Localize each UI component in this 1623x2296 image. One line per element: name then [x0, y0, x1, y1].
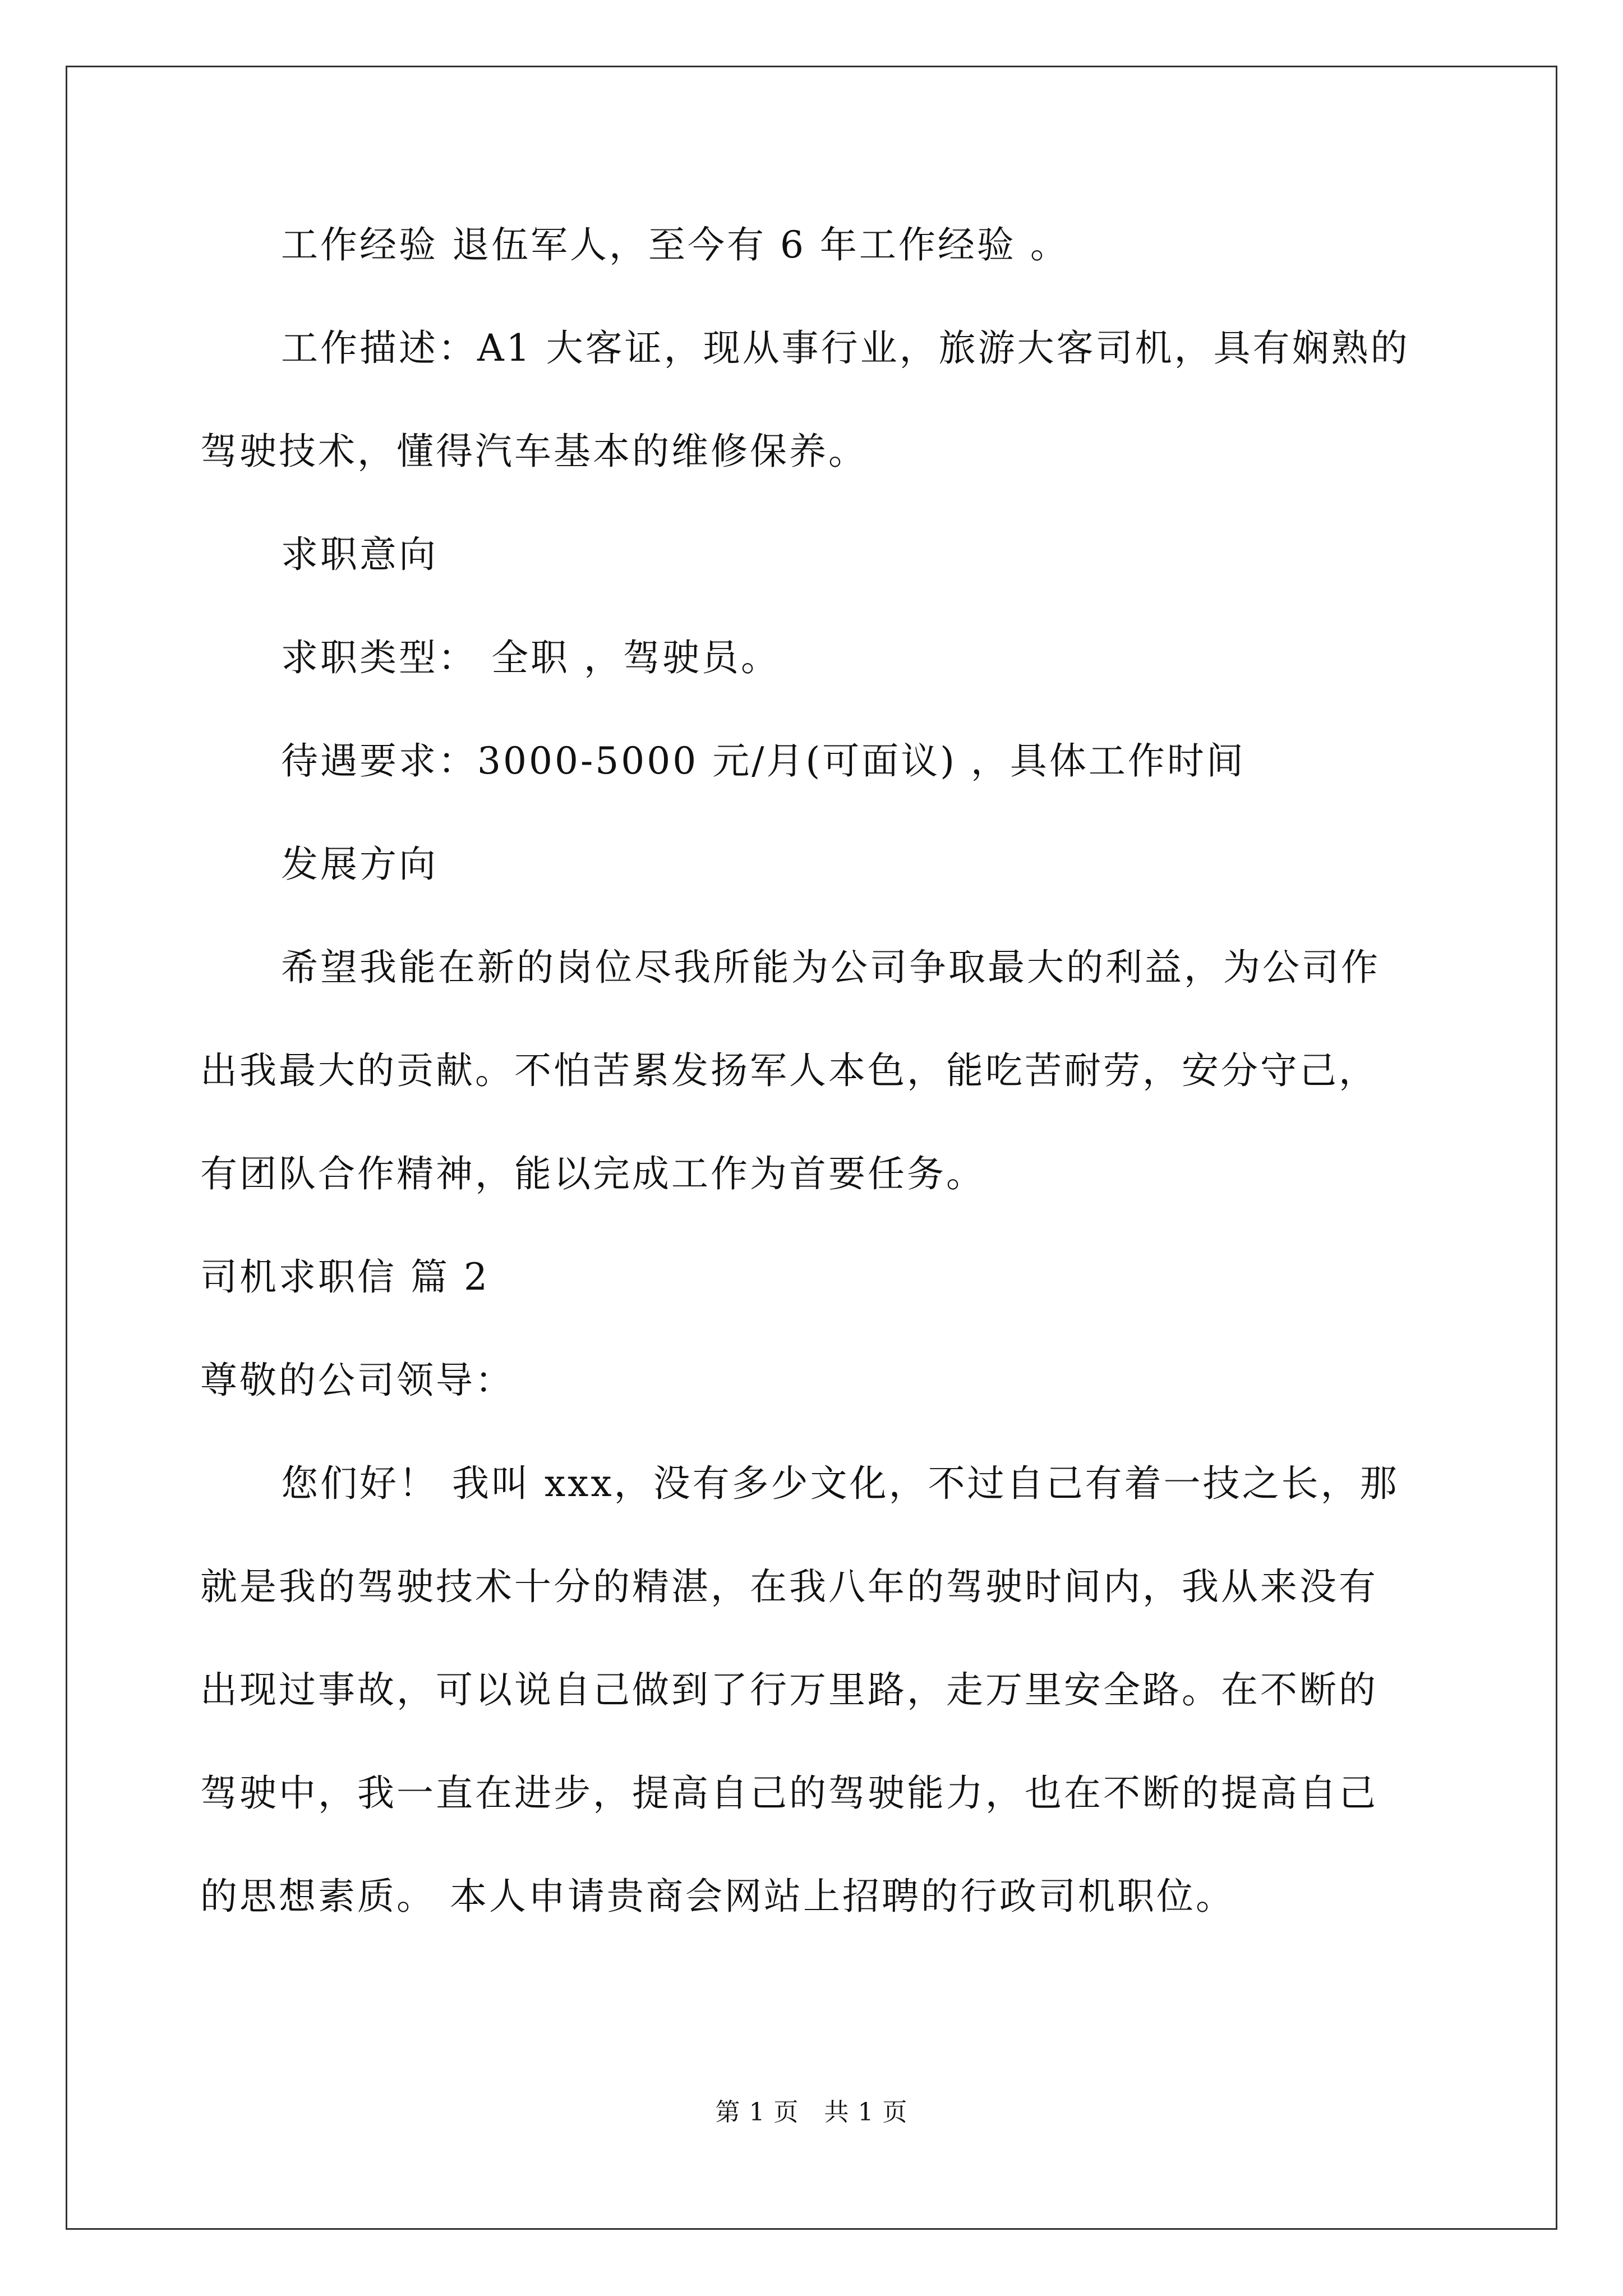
text-line: 出现过事故，可以说自己做到了行万里路，走万里安全路。在不断的 — [200, 1668, 1378, 1711]
text-line: 待遇要求：3000-5000 元/月(可面议) ，具体工作时间 — [281, 739, 1246, 783]
document-body — [200, 223, 1423, 1981]
text-line: 就是我的驾驶技术十分的精湛，在我八年的驾驶时间内，我从来没有 — [200, 1565, 1378, 1608]
section-heading: 求职意向 — [281, 533, 438, 576]
article-title: 司机求职信 篇 2 — [200, 1255, 490, 1299]
section-heading: 发展方向 — [281, 843, 438, 886]
salutation: 尊敬的公司领导： — [200, 1359, 514, 1402]
text-line: 出我最大的贡献。不怕苦累发扬军人本色，能吃苦耐劳，安分守己， — [200, 1049, 1378, 1092]
page-footer: 第 1 页 共 1 页 — [715, 2098, 908, 2127]
text-line: 驾驶技术，懂得汽车基本的维修保养。 — [200, 430, 868, 473]
text-line: 求职类型： 全职 ，驾驶员。 — [281, 636, 780, 679]
text-line: 希望我能在新的岗位尽我所能为公司争取最大的利益，为公司作 — [281, 946, 1380, 989]
text-line: 您们好！ 我叫 xxx，没有多少文化，不过自己有着一技之长，那 — [281, 1462, 1399, 1505]
text-line: 工作描述：A1 大客证，现从事行业，旅游大客司机，具有娴熟的 — [281, 326, 1410, 370]
text-line: 工作经验 退伍军人，至今有 6 年工作经验 。 — [281, 223, 1069, 266]
text-line: 驾驶中，我一直在进步，提高自己的驾驶能力，也在不断的提高自己 — [200, 1772, 1378, 1815]
text-line: 有团队合作精神，能以完成工作为首要任务。 — [200, 1152, 985, 1195]
text-line: 的思想素质。 本人申请贵商会网站上招聘的行政司机职位。 — [200, 1875, 1235, 1918]
